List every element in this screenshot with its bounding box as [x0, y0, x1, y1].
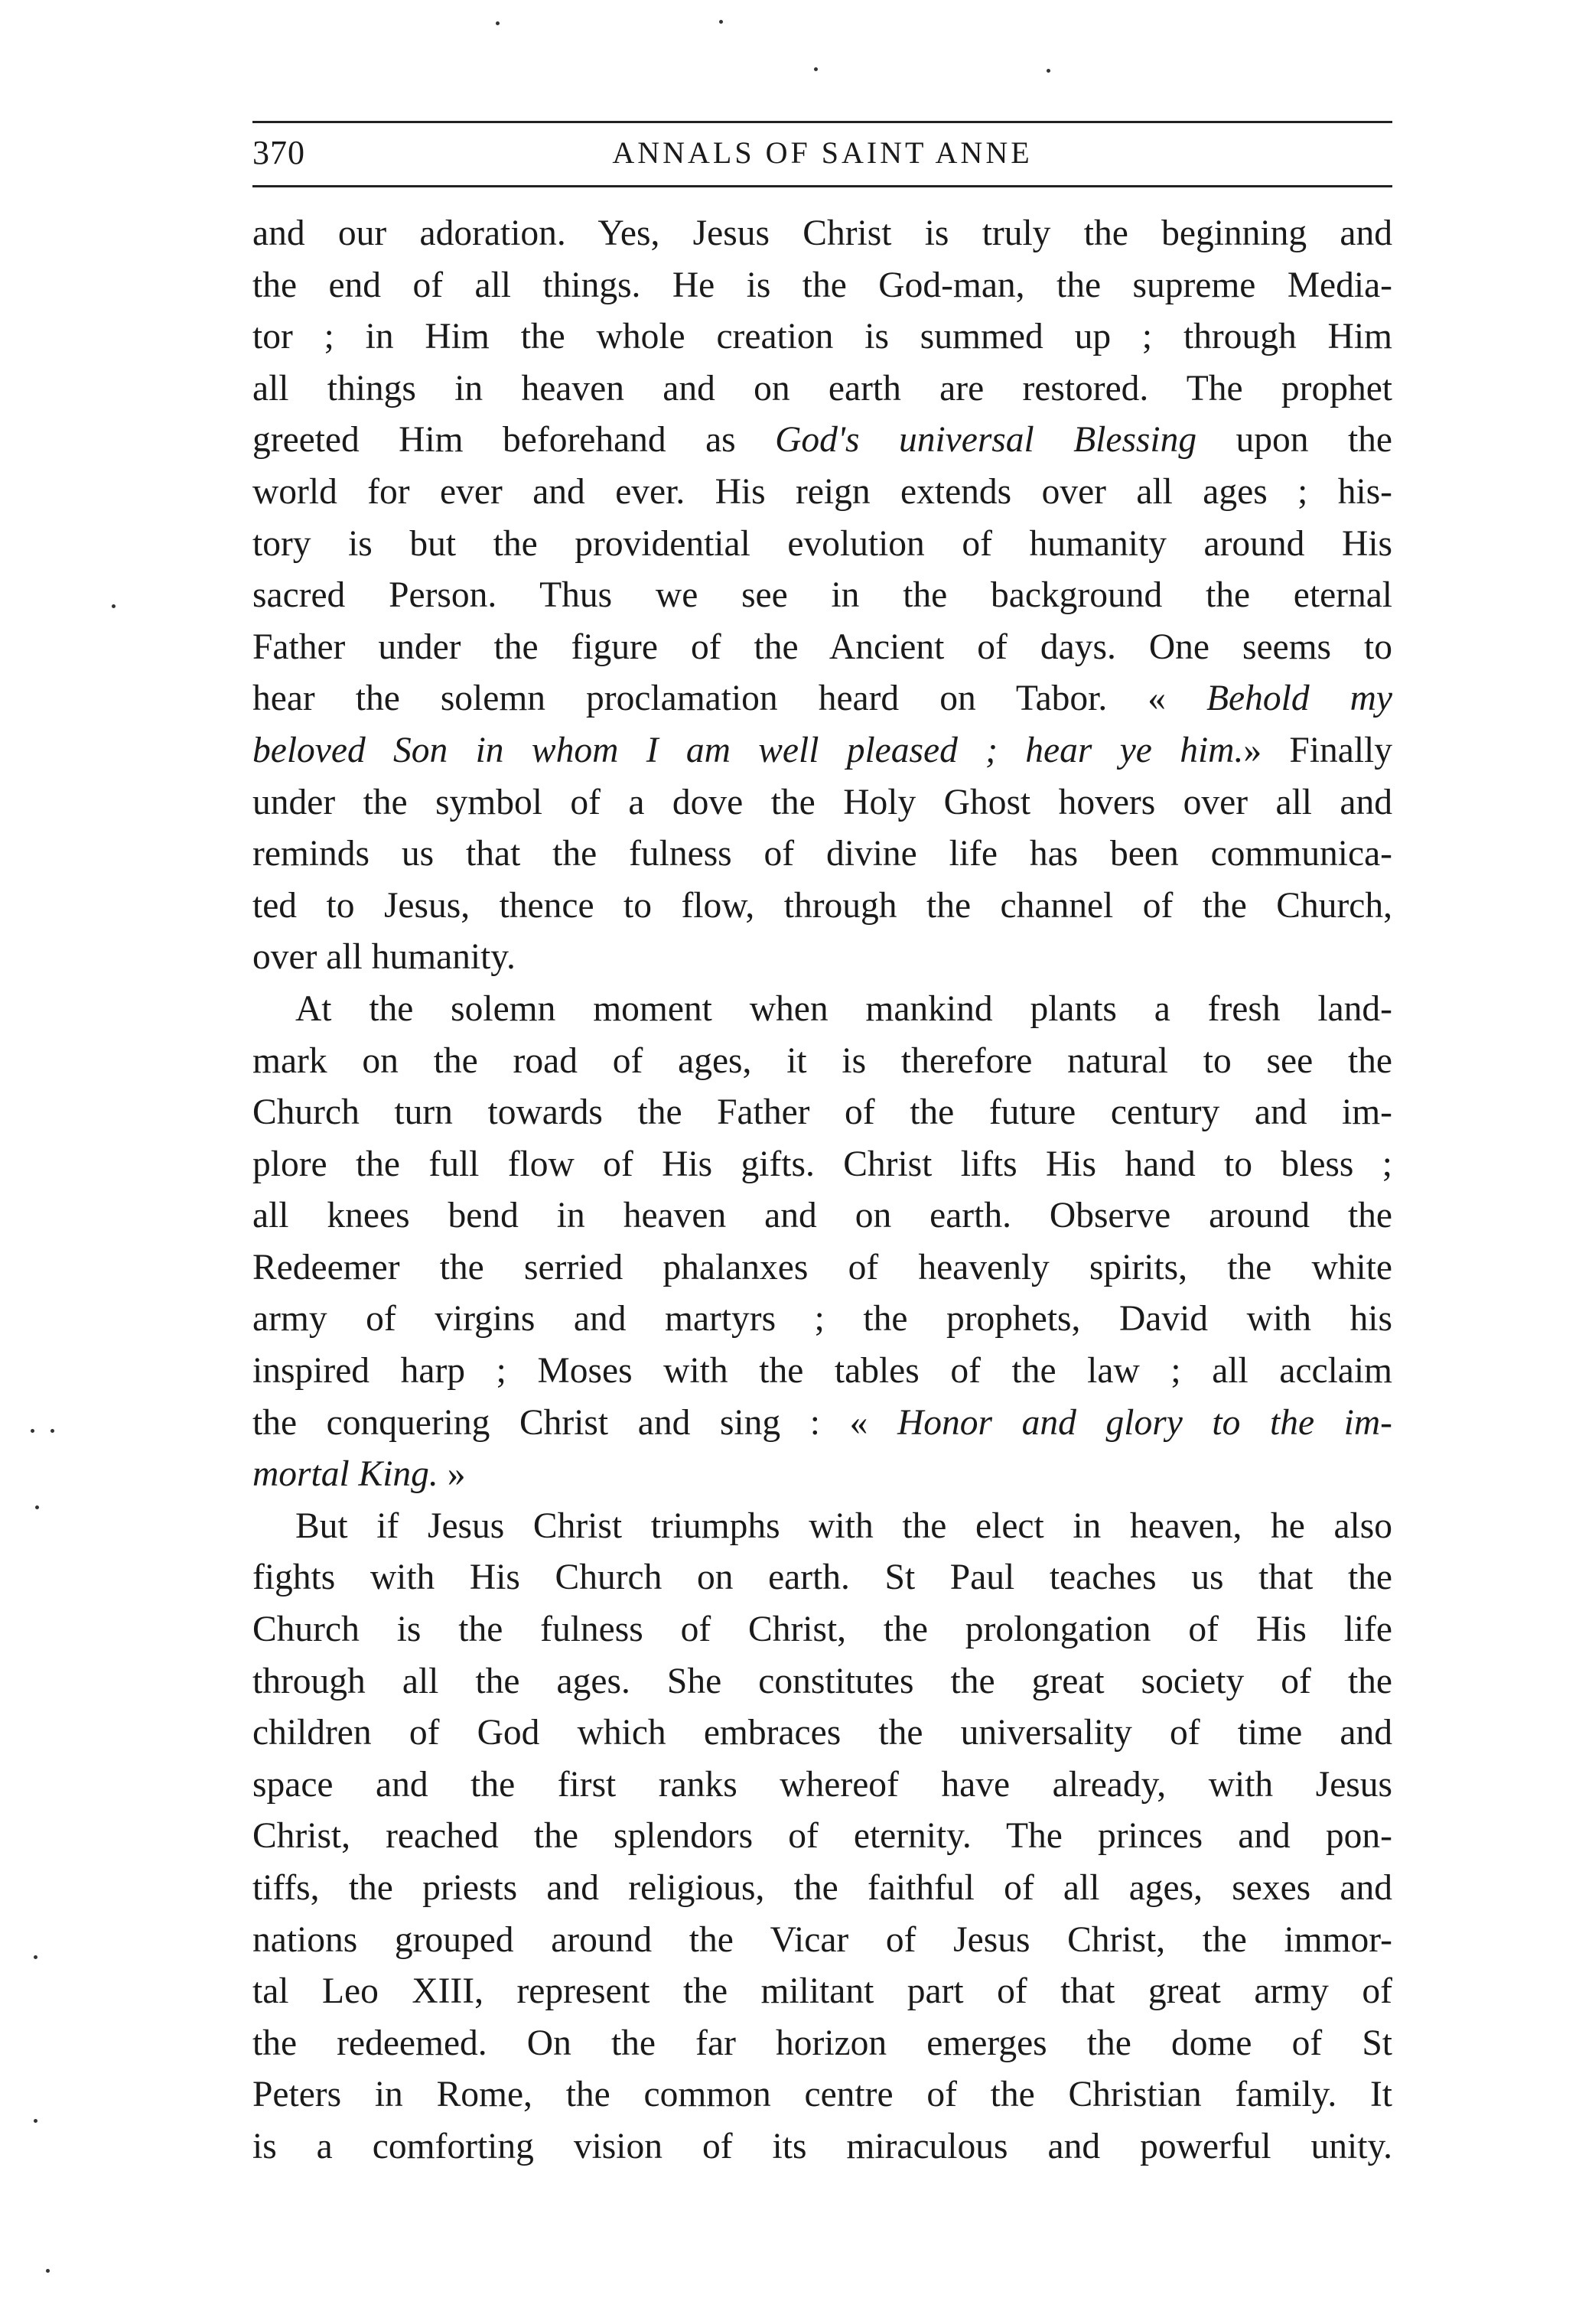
text-segment: plore the full flow of His gifts. Christ lifts His hand to bless ;	[252, 1144, 1392, 1184]
text-line	[252, 1656, 1392, 1708]
text-segment: all knees bend in heaven and on earth. Observe around the	[252, 1196, 1392, 1236]
scan-speck	[719, 20, 723, 24]
text-segment: the redeemed. On the far horizon emerges the dome of St	[252, 2023, 1392, 2063]
text-segment: »	[438, 1454, 466, 1495]
text-segment: is a comforting vision of its miraculous and powerful unity.	[252, 2126, 1392, 2166]
text-line	[252, 1190, 1392, 1242]
italic-text: God's universal Blessing	[775, 420, 1197, 461]
page-number: 370	[252, 134, 305, 171]
text-segment: tal Leo XIII, represent the militant part of that great army of	[252, 1971, 1392, 2012]
text-line	[252, 1915, 1392, 1967]
text-segment: the end of all things. He is the God-man, the supreme Media-	[252, 265, 1392, 305]
text-segment: fights with His Church on earth. St Paul teaches us that the	[252, 1557, 1392, 1598]
text-segment: Redeemer the serried phalanxes of heavenly spirits, the white	[252, 1247, 1392, 1287]
text-segment: ted to Jesus, thence to flow, through the channel of the Church,	[252, 885, 1392, 926]
text-line	[252, 1552, 1392, 1604]
text-segment: inspired harp ; Moses with the tables of the law ; all acclaim	[252, 1351, 1392, 1391]
text-line	[252, 1501, 1392, 1553]
text-line	[252, 570, 1392, 622]
text-line	[252, 1811, 1392, 1863]
text-segment: the conquering Christ and sing : «	[252, 1402, 897, 1443]
italic-text: Honor and glory to the im-	[897, 1402, 1392, 1443]
text-line	[252, 1604, 1392, 1656]
scan-speck	[31, 1429, 34, 1433]
text-segment: nations grouped around the Vicar of Jesus Christ, the immor-	[252, 1919, 1392, 1960]
text-line	[252, 673, 1392, 725]
text-segment: reminds us that the fulness of divine life has been communica-	[252, 834, 1392, 874]
text-line	[252, 208, 1392, 260]
scan-speck	[112, 604, 116, 608]
text-segment: under the symbol of a dove the Holy Ghost hovers over all and	[252, 782, 1392, 822]
text-line	[252, 880, 1392, 933]
text-line	[252, 1449, 1392, 1501]
italic-text: Behold my	[1206, 679, 1392, 719]
text-segment: sacred Person. Thus we see in the background the eternal	[252, 575, 1392, 616]
text-line	[252, 1398, 1392, 1450]
text-line	[252, 1863, 1392, 1915]
text-segment: space and the first ranks whereof have already, with Jesus	[252, 1764, 1392, 1805]
text-segment: Church is the fulness of Christ, the prolongation of His life	[252, 1610, 1392, 1650]
text-line	[252, 2121, 1392, 2173]
text-line	[252, 777, 1392, 829]
italic-text: mortal King.	[252, 1454, 438, 1495]
text-segment: But if Jesus Christ triumphs with the elect in heaven, he also	[295, 1505, 1392, 1546]
text-line	[252, 932, 1392, 984]
text-line	[252, 519, 1392, 571]
text-segment: greeted Him beforehand as	[252, 420, 776, 461]
header-top-rule	[252, 121, 1392, 123]
text-line	[252, 1707, 1392, 1759]
text-line	[252, 725, 1392, 777]
text-line	[252, 1966, 1392, 2018]
scan-speck	[1047, 69, 1050, 73]
text-segment: through all the ages. She constitutes the great society of the	[252, 1661, 1392, 1701]
text-line	[252, 984, 1392, 1036]
text-segment: tory is but the providential evolution of humanity around His	[252, 523, 1392, 564]
text-segment: tiffs, the priests and religious, the faithful of all ages, sexes and	[252, 1868, 1392, 1908]
text-segment: Church turn towards the Father of the future century and im-	[252, 1092, 1392, 1133]
text-line	[252, 622, 1392, 674]
text-segment: Father under the figure of the Ancient of days. One seems to	[252, 627, 1392, 667]
header-bottom-rule	[252, 185, 1392, 187]
scan-speck	[34, 2119, 37, 2123]
text-segment: children of God which embraces the universality of time and	[252, 1713, 1392, 1753]
scan-speck	[814, 67, 818, 71]
text-line	[252, 1087, 1392, 1139]
text-segment: over all humanity.	[252, 937, 516, 978]
text-line	[252, 2069, 1392, 2121]
running-header	[252, 124, 1392, 185]
running-title: ANNALS OF SAINT ANNE	[612, 135, 1033, 170]
text-line	[252, 1242, 1392, 1294]
text-line	[252, 1139, 1392, 1191]
text-line	[252, 363, 1392, 415]
text-segment: Peters in Rome, the common centre of the Christian family. It	[252, 2075, 1392, 2115]
text-line	[252, 1759, 1392, 1811]
text-line	[252, 467, 1392, 519]
text-line	[252, 1294, 1392, 1346]
scan-speck	[34, 1955, 37, 1959]
text-line	[252, 311, 1392, 363]
text-segment: world for ever and ever. His reign extends over all ages ; his-	[252, 471, 1392, 512]
scan-speck	[35, 1505, 39, 1509]
scan-speck	[496, 21, 500, 25]
text-segment: all things in heaven and on earth are restored. The prophet	[252, 368, 1392, 408]
text-line	[252, 1036, 1392, 1088]
text-segment: tor ; in Him the whole creation is summed up ; through Him	[252, 317, 1392, 357]
scan-speck	[50, 1429, 54, 1433]
text-segment: mark on the road of ages, it is therefore natural to see the	[252, 1040, 1392, 1081]
text-segment: and our adoration. Yes, Jesus Christ is truly the beginning and	[252, 213, 1392, 253]
text-segment: At the solemn moment when mankind plants a fresh land-	[295, 988, 1392, 1029]
text-line	[252, 415, 1392, 467]
text-segment: » Finally	[1243, 730, 1393, 770]
text-segment: upon the	[1196, 420, 1392, 461]
text-line	[252, 2018, 1392, 2070]
text-segment: army of virgins and martyrs ; the prophets, David with his	[252, 1299, 1392, 1339]
text-line	[252, 260, 1392, 312]
body-text	[252, 208, 1392, 2173]
italic-text: beloved Son in whom I am well pleased ; hear ye him.	[252, 730, 1244, 770]
text-segment: hear the solemn proclamation heard on Tabor. «	[252, 679, 1207, 719]
scan-speck	[46, 2269, 50, 2273]
text-segment: Christ, reached the splendors of eternity. The princes and pon-	[252, 1816, 1392, 1857]
text-line	[252, 1346, 1392, 1398]
text-line	[252, 828, 1392, 880]
